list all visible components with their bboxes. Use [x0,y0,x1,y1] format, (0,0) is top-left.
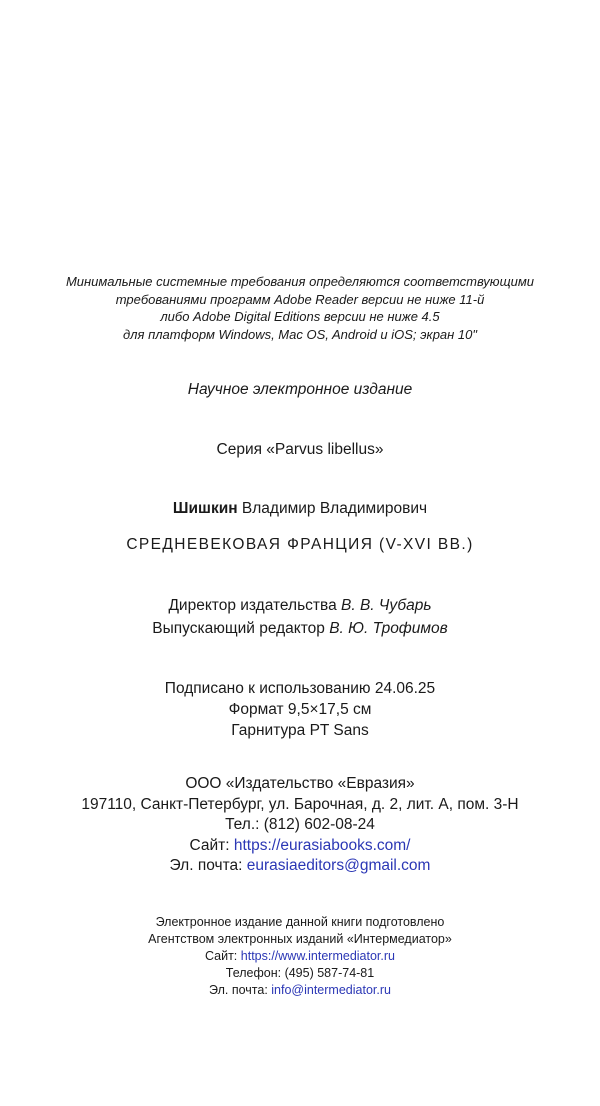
publisher-info [0,774,600,877]
producer-phone: Телефон: (495) 587-74-81 [225,966,375,980]
typeface: Гарнитура PT Sans [231,722,369,739]
system-requirements [0,273,600,343]
producer-email-label: Эл. почта: [209,983,272,997]
publisher-site-line [0,836,600,857]
requirements-line-2: требованиями программ Adobe Reader версии не ниже 11-й [115,291,485,307]
producer-info [0,914,600,999]
director-name: В. В. Чубарь [341,597,432,614]
print-info [0,678,600,741]
editor-label: Выпускающий редактор [152,620,330,637]
author-surname: Шишкин [172,500,238,517]
author-given-names: Владимир Владимирович [237,500,428,517]
staff-credits [0,594,600,640]
book-title: СРЕДНЕВЕКОВАЯ ФРАНЦИЯ (V-XVI ВВ.) [126,536,474,553]
producer-site-link[interactable]: https://www.intermediator.ru [240,949,395,963]
edition-type: Научное электронное издание [187,381,413,398]
producer-site-label: Сайт: [204,949,241,963]
series-name: Серия «Parvus libellus» [216,441,384,458]
publisher-site-link[interactable]: https://eurasiabooks.com/ [233,836,411,854]
producer-email-link[interactable]: info@intermediator.ru [271,983,391,997]
page-format: Формат 9,5×17,5 см [228,701,372,718]
signed-date: Подписано к использованию 24.06.25 [164,680,436,697]
publisher-email-label: Эл. почта: [169,857,247,874]
publisher-email-line [0,856,600,877]
producer-line-1: Электронное издание данной книги подготовлено [155,915,445,929]
director-line [0,594,600,617]
editor-line [0,617,600,640]
requirements-line-4: для платформ Windows, Mac OS, Android и iOS; экран 10" [123,326,477,342]
producer-site-line [0,948,600,965]
publisher-email-link[interactable]: eurasiaeditors@gmail.com [246,857,431,874]
publisher-site-label: Сайт: [189,836,234,854]
producer-line-2: Агентством электронных изданий «Интермедиатор» [148,932,452,946]
publisher-name: ООО «Издательство «Евразия» [185,775,415,792]
publisher-phone: Тел.: (812) 602-08-24 [225,816,375,833]
requirements-line-3: либо Adobe Digital Editions версии не ниже 4.5 [160,309,440,324]
director-label: Директор издательства [168,597,341,614]
publisher-address: 197110, Санкт-Петербург, ул. Барочная, д. 2, лит. А, пом. 3-Н [81,795,519,813]
author-line [0,499,600,519]
producer-email-line [0,982,600,999]
requirements-line-1: Минимальные системные требования определяются соответствующими [65,274,535,289]
editor-name: В. Ю. Трофимов [329,620,448,637]
